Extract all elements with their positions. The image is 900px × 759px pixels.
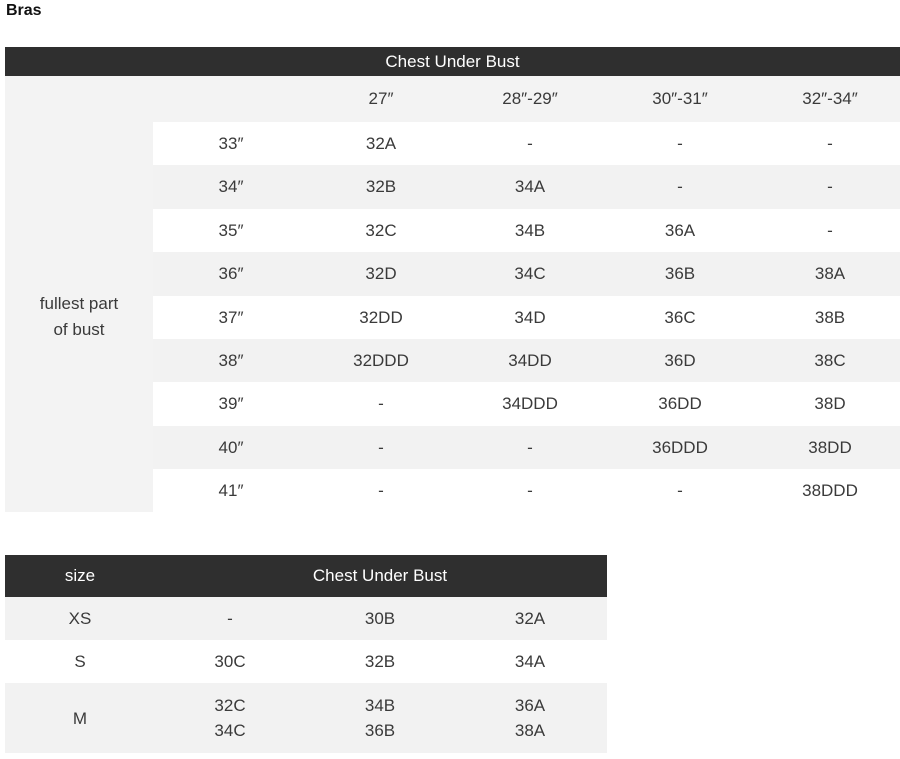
bra-size-cell: 38C <box>814 351 846 370</box>
bra-size-value: - <box>227 609 233 628</box>
bra-size-cell: 34A <box>514 177 546 197</box>
bra-size-cell: 34DD <box>508 351 552 370</box>
table-row <box>153 426 900 469</box>
size-label-cell <box>5 683 155 753</box>
bust-size-cell: 37″ <box>218 307 244 327</box>
bra-size-cell: 38A <box>814 264 846 284</box>
bra-size-cell: 32A <box>365 134 397 153</box>
header-chest: Chest Under Bust <box>312 566 448 585</box>
column-header: 28″-29″ <box>502 89 558 108</box>
bust-size-cell: 33″ <box>218 134 244 153</box>
bra-size-cell: - <box>378 481 384 501</box>
bra-size-cell <box>155 683 305 753</box>
column-header: 27″ <box>368 89 394 108</box>
bra-size-cell: 34C <box>514 264 546 284</box>
side-label-line1: fullest part <box>39 294 119 313</box>
bra-size-cell: 32B <box>365 177 397 197</box>
table-header <box>5 47 900 76</box>
size-label-cell <box>5 640 155 683</box>
bra-size-cell <box>155 597 305 640</box>
bra-size-cell: - <box>677 481 683 501</box>
bra-size-value: 34A <box>514 652 546 671</box>
bust-size-cell: 36″ <box>218 264 244 284</box>
column-header: 30″-31″ <box>652 89 708 108</box>
bra-size-cell: 36C <box>664 307 696 327</box>
size-label: XS <box>68 609 92 628</box>
bra-size-cell: 32DD <box>359 307 403 327</box>
page-title: Bras <box>6 2 42 19</box>
bra-size-cell: 38DD <box>808 437 852 457</box>
table-row <box>5 597 607 640</box>
bra-size-cell: 34B <box>514 220 546 240</box>
bra-size-cell <box>455 683 605 753</box>
bra-size-cell: 34D <box>514 307 546 327</box>
bra-size-cell: 36DD <box>658 394 702 414</box>
table-row <box>153 339 900 382</box>
bust-size-cell: 39″ <box>218 394 244 414</box>
bra-size-cell <box>155 640 305 683</box>
bra-size-value: 30B <box>364 609 396 628</box>
table-row <box>5 640 607 683</box>
bra-size-cell <box>305 597 455 640</box>
header-title: Chest Under Bust <box>385 52 520 71</box>
bra-size-cell: 34DDD <box>502 394 558 414</box>
column-header: 32″-34″ <box>802 89 858 108</box>
table-row <box>5 683 607 753</box>
bra-size-cell <box>305 640 455 683</box>
bra-size-cell: - <box>527 437 533 457</box>
bust-size-cell: 41″ <box>218 481 244 501</box>
size-label: S <box>74 652 86 671</box>
bra-size-cell: - <box>677 177 683 197</box>
bust-size-cell: 34″ <box>218 177 244 197</box>
size-table <box>5 555 607 755</box>
bust-size-cell: 40″ <box>218 437 244 457</box>
table-row <box>153 382 900 425</box>
bra-size-cell: - <box>827 220 833 240</box>
table-row <box>153 296 900 339</box>
size-table-header <box>5 555 607 597</box>
table-row <box>153 122 900 165</box>
bra-size-cell: 36A <box>664 220 696 240</box>
bra-size-cell: 36DDD <box>652 437 708 457</box>
bra-size-cell: - <box>677 134 683 153</box>
bra-size-value: 34B <box>364 696 396 715</box>
bra-size-cell: - <box>378 394 384 414</box>
bra-size-cell: - <box>827 134 833 153</box>
bra-size-cell: - <box>527 134 533 153</box>
table-row <box>153 165 900 208</box>
size-label: M <box>72 708 88 728</box>
bra-size-value: 30C <box>214 652 246 671</box>
bra-size-cell: - <box>527 481 533 501</box>
bra-size-cell: - <box>378 437 384 457</box>
bust-size-cell: 38″ <box>218 351 244 370</box>
bra-size-cell <box>455 597 605 640</box>
bra-size-cell: 36D <box>664 351 696 370</box>
table-body <box>153 122 900 512</box>
side-label-line2: of bust <box>53 320 105 339</box>
bra-size-value: 38A <box>514 721 546 740</box>
bra-size-cell: 32C <box>365 220 397 240</box>
bra-size-value: 36A <box>514 696 546 715</box>
header-size: size <box>64 566 96 585</box>
bra-size-value: 32A <box>514 609 546 628</box>
bra-size-cell <box>455 640 605 683</box>
bra-size-value: 36B <box>364 721 396 740</box>
bra-size-cell: 32DDD <box>353 351 409 370</box>
table-row <box>153 252 900 295</box>
bra-size-value: 32C <box>214 696 246 715</box>
bra-size-cell: - <box>827 177 833 197</box>
bra-size-value: 34C <box>214 721 246 740</box>
bra-size-cell <box>305 683 455 753</box>
bra-size-cell: 38D <box>814 394 846 414</box>
bust-size-cell: 35″ <box>218 220 244 240</box>
bra-size-value: 32B <box>364 652 396 671</box>
side-label <box>5 122 153 512</box>
table-row <box>153 209 900 252</box>
bra-size-chart-table <box>5 47 900 512</box>
table-row <box>153 469 900 512</box>
size-label-cell <box>5 597 155 640</box>
bra-size-cell: 38B <box>814 307 846 327</box>
bra-size-cell: 36B <box>664 264 696 284</box>
bra-size-cell: 38DDD <box>802 481 858 501</box>
bra-size-cell: 32D <box>365 264 397 284</box>
